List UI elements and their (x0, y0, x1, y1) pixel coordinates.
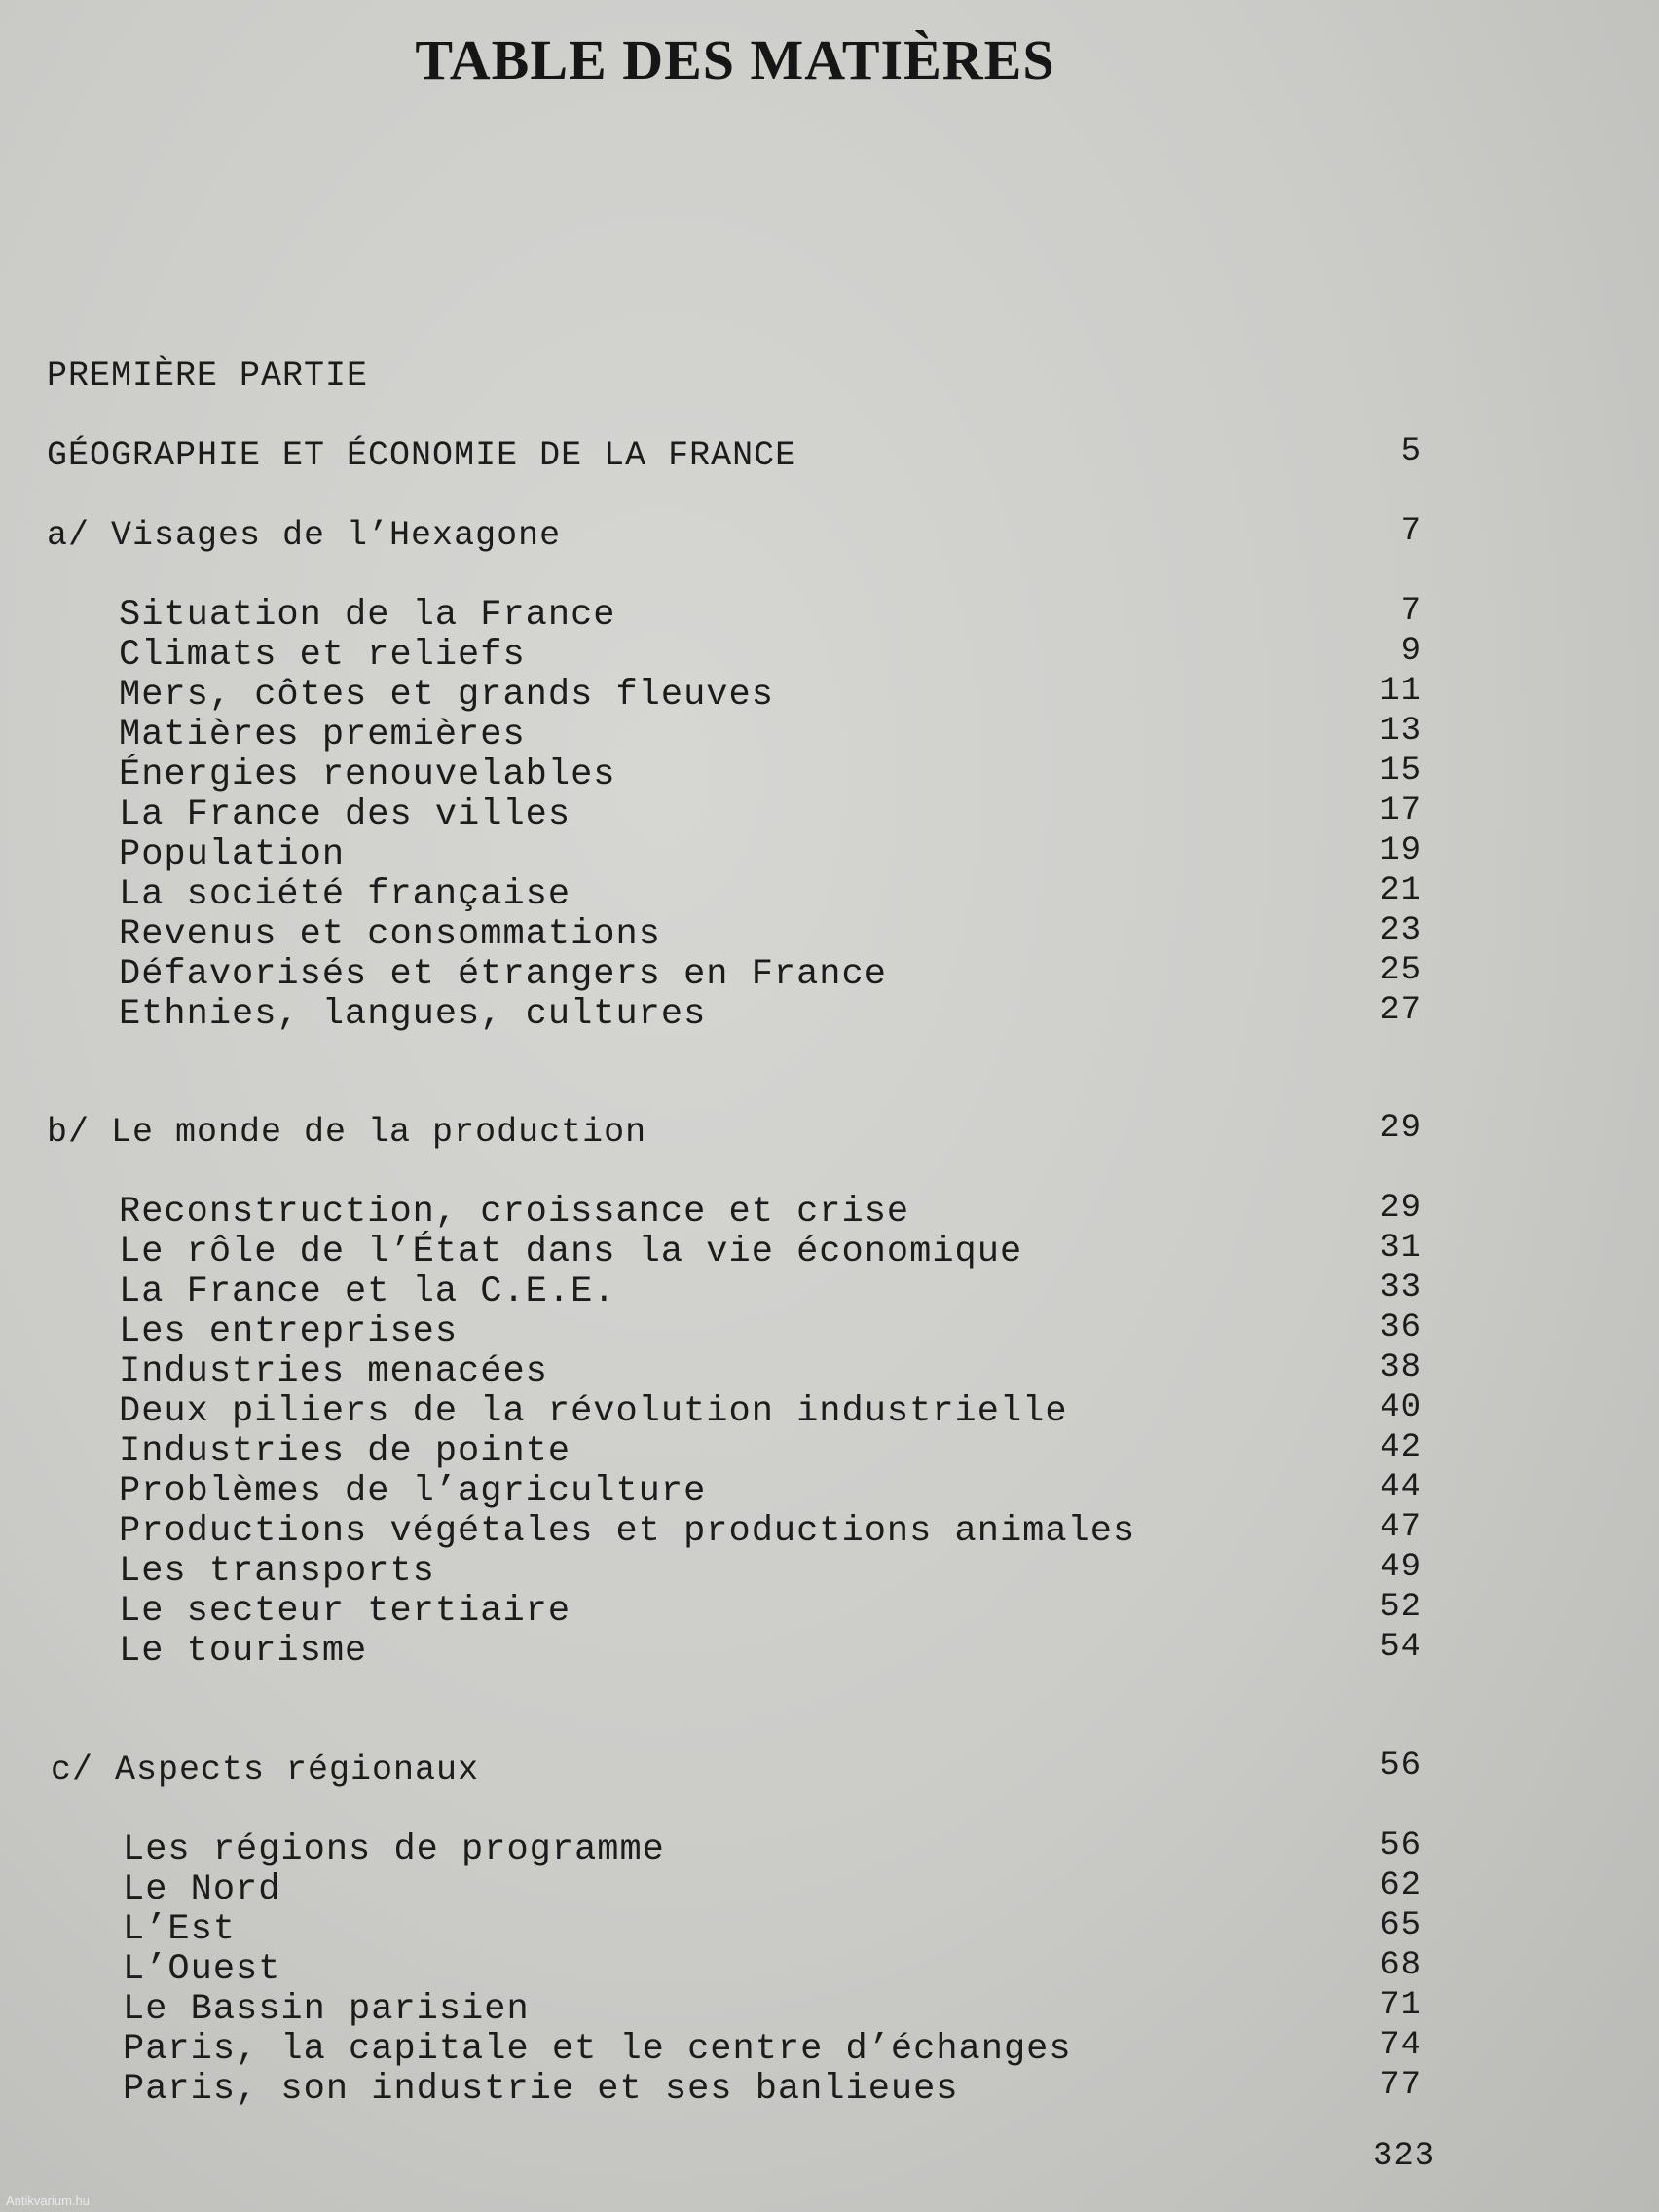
toc-entry-page: 27 (1380, 992, 1421, 1029)
toc-entry: La France et la C.E.E. (119, 1272, 616, 1312)
toc-entry-page: 21 (1380, 872, 1421, 909)
toc-entry-page: 71 (1380, 1987, 1421, 2024)
toc-entry-page: 77 (1380, 2067, 1421, 2104)
section-page-a: 7 (1400, 513, 1421, 550)
section-heading-b: b/ Le monde de la production (47, 1113, 647, 1152)
toc-entry-page: 17 (1380, 793, 1421, 830)
toc-entry: Le rôle de l’État dans la vie économique (119, 1232, 1023, 1272)
toc-entry: Problèmes de l’agriculture (119, 1471, 707, 1512)
toc-entry: Reconstruction, croissance et crise (119, 1192, 910, 1233)
toc-entry: L’Ouest (123, 1949, 281, 1990)
toc-entry-page: 9 (1400, 633, 1421, 670)
toc-entry-page: 42 (1380, 1429, 1421, 1466)
part-heading: PREMIÈRE PARTIE (47, 356, 369, 395)
toc-entry-page: 19 (1380, 832, 1421, 869)
toc-entry: Revenus et consommations (119, 914, 661, 955)
toc-entry-page: 62 (1380, 1867, 1421, 1904)
toc-entry-page: 31 (1380, 1230, 1421, 1267)
toc-entry-page: 68 (1380, 1947, 1421, 1984)
toc-entry: Ethnies, langues, cultures (119, 994, 707, 1035)
toc-entry: Matières premières (119, 715, 526, 756)
toc-entry-page: 38 (1380, 1349, 1421, 1386)
toc-entry-page: 40 (1380, 1389, 1421, 1426)
toc-entry-page: 29 (1380, 1190, 1421, 1227)
section-heading-c: c/ Aspects régionaux (51, 1751, 480, 1789)
toc-entry: Le Nord (123, 1869, 281, 1910)
toc-entry-page: 33 (1380, 1270, 1421, 1307)
toc-entry: Paris, son industrie et ses banlieues (123, 2069, 959, 2110)
part-title-page: 5 (1400, 433, 1421, 470)
toc-entry: Le tourisme (119, 1631, 368, 1672)
toc-entry: Population (119, 834, 346, 875)
toc-entry: Climats et reliefs (119, 635, 526, 676)
toc-entry: La France des villes (119, 794, 571, 835)
toc-entry: Industries menacées (119, 1351, 548, 1392)
toc-entry-page: 25 (1380, 952, 1421, 989)
toc-entry: Productions végétales et productions animales (119, 1511, 1136, 1552)
toc-entry: Le Bassin parisien (123, 1989, 530, 2030)
toc-entry-page: 11 (1380, 673, 1421, 710)
toc-entry-page: 13 (1380, 713, 1421, 750)
section-page-b: 29 (1380, 1110, 1421, 1147)
section-page-c: 56 (1380, 1748, 1421, 1785)
toc-entry: Situation de la France (119, 595, 616, 636)
toc-entry: Les régions de programme (123, 1829, 665, 1870)
toc-entry: Le secteur tertiaire (119, 1591, 571, 1632)
toc-entry-page: 56 (1380, 1827, 1421, 1864)
toc-entry-page: 49 (1380, 1549, 1421, 1586)
toc-entry-page: 36 (1380, 1309, 1421, 1346)
toc-entry: Deux piliers de la révolution industrielle (119, 1391, 1068, 1432)
watermark: Antikvarium.hu (6, 2194, 90, 2208)
toc-entry: Défavorisés et étrangers en France (119, 954, 887, 995)
toc-entry-page: 52 (1380, 1589, 1421, 1626)
toc-entry-page: 15 (1380, 753, 1421, 790)
toc-entry: Mers, côtes et grands fleuves (119, 675, 774, 716)
toc-entry-page: 47 (1380, 1509, 1421, 1546)
toc-entry-page: 44 (1380, 1469, 1421, 1506)
toc-entry-page: 74 (1380, 2027, 1421, 2064)
toc-entry: La société française (119, 874, 571, 915)
toc-entry: Énergies renouvelables (119, 755, 616, 795)
page-number: 323 (1373, 2138, 1436, 2175)
toc-entry: Industries de pointe (119, 1431, 571, 1472)
toc-entry-page: 65 (1380, 1907, 1421, 1944)
toc-entry: Les transports (119, 1551, 435, 1592)
section-heading-a: a/ Visages de l’Hexagone (47, 516, 562, 555)
toc-entry: Les entreprises (119, 1311, 459, 1352)
part-title: GÉOGRAPHIE ET ÉCONOMIE DE LA FRANCE (47, 436, 797, 475)
toc-entry-page: 54 (1380, 1629, 1421, 1666)
toc-entry: Paris, la capitale et le centre d’échanges (123, 2029, 1072, 2070)
toc-entry: L’Est (123, 1909, 237, 1950)
toc-entry-page: 7 (1400, 593, 1421, 630)
toc-entry-page: 23 (1380, 912, 1421, 949)
page-title: TABLE DES MATIÈRES (415, 28, 1055, 92)
